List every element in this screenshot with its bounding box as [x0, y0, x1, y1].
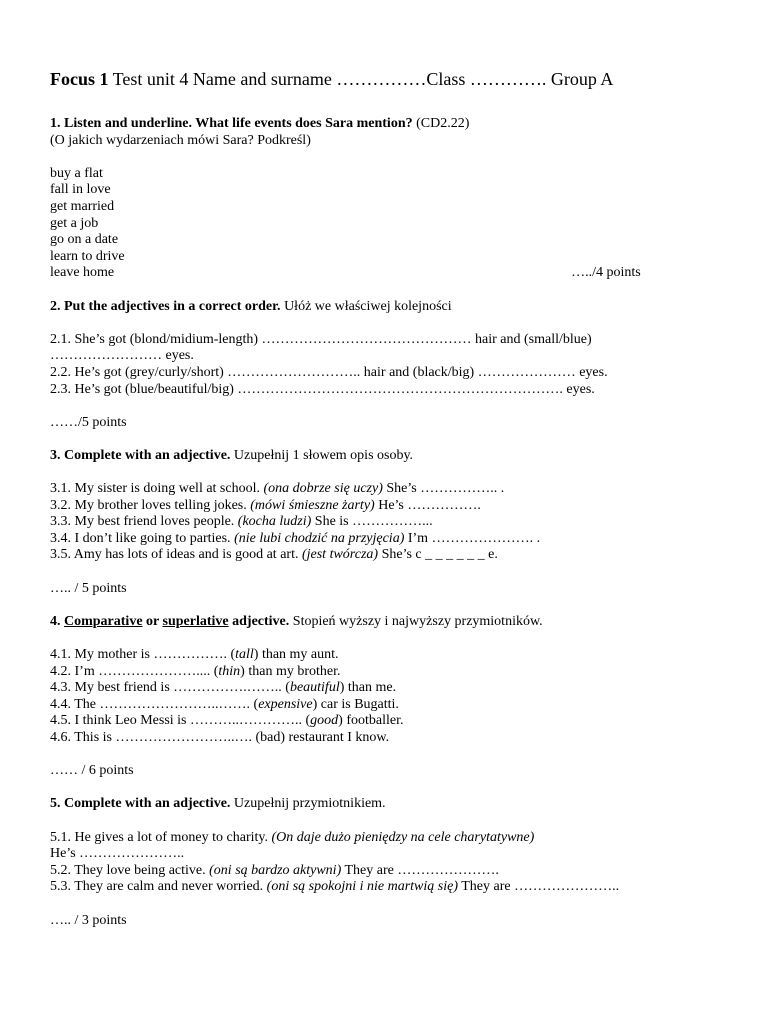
ex3-item: 3.2. My brother loves telling jokes. (mówi śmieszne żarty) He’s …………….: [50, 497, 481, 513]
ex4-item: 4.2. I’m ………………….... (thin) than my brother.: [50, 663, 341, 679]
ex2-points: ……/5 points: [50, 414, 127, 430]
ex1-title: 1. Listen and underline. What life events does Sara mention? (CD2.22): [50, 116, 470, 131]
ex4-item: 4.5. I think Leo Messi is ………..………….. (good) footballer.: [50, 713, 404, 729]
ex3-item: 3.1. My sister is doing well at school. (ona dobrze się uczy) She’s …………….. .: [50, 481, 505, 497]
ex3-item: 3.3. My best friend loves people. (kocha ludzi) She is ……………...: [50, 514, 433, 530]
ex4-item: 4.3. My best friend is …………….…….. (beautiful) than me.: [50, 680, 397, 696]
ex5-points: ….. / 3 points: [50, 912, 127, 928]
ex2-line: 2.2. He’s got (grey/curly/short) ……………………….. hair and (black/big) ………………… eyes.: [50, 364, 608, 380]
ex4-item: 4.6. This is ……………………..…. (bad) restaurant I know.: [50, 729, 390, 745]
ex5-item: 5.1. He gives a lot of money to charity. (On daje dużo pieniędzy na cele charytatywne): [50, 829, 535, 845]
ex1-item: leave home: [50, 265, 115, 281]
ex1-item: get married: [50, 198, 115, 214]
ex1-item: fall in love: [50, 182, 111, 198]
ex4-item: 4.4. The ……………………..……. (expensive) car is Bugatti.: [50, 696, 399, 712]
ex2-title: 2. Put the adjectives in a correct order. Ułóż we właściwej kolejności: [50, 298, 452, 314]
ex4-item: 4.1. My mother is ……………. (tall) than my aunt.: [50, 647, 339, 662]
title-rest: Test unit 4 Name and surname ……………Class …………. Group A: [108, 69, 614, 89]
ex1-item: buy a flat: [50, 165, 103, 181]
ex2-line: 2.3. He’s got (blue/beautiful/big) ……………………………………………………………. eyes.: [50, 381, 595, 397]
ex5-title: 5. Complete with an adjective. Uzupełnij przymiotnikiem.: [50, 796, 386, 812]
page-title: [50, 68, 730, 90]
test-page: [50, 68, 730, 929]
title-focus: Focus 1: [50, 69, 109, 89]
ex4-title: 4. Comparative or superlative adjective. Stopień wyższy i najwyższy przymiotników.: [50, 613, 543, 629]
ex5-item: 5.2. They love being active. (oni są bardzo aktywni) They are ………………….: [50, 862, 499, 878]
ex1-points: …../4 points: [571, 265, 641, 281]
ex3-item: 3.5. Amy has lots of ideas and is good at art. (jest twórcza) She’s c _ _ _ _ _ _ e.: [50, 547, 498, 563]
ex3-title: 3. Complete with an adjective. Uzupełnij 1 słowem opis osoby.: [50, 447, 414, 463]
ex1-item: get a job: [50, 215, 99, 231]
ex4-points: …… / 6 points: [50, 763, 134, 779]
ex2-line: …………………… eyes.: [50, 348, 194, 364]
ex1-last-row: [50, 265, 730, 282]
ex3-item: 3.4. I don’t like going to parties. (nie lubi chodzić na przyjęcia) I’m …………………. .: [50, 530, 541, 546]
ex3-points: ….. / 5 points: [50, 580, 127, 596]
ex1-item: learn to drive: [50, 248, 125, 264]
ex5-item: He’s …………………..: [50, 846, 185, 862]
ex1-item: go on a date: [50, 232, 119, 248]
ex2-line: 2.1. She’s got (blond/midium-length) ……………………………………… hair and (small/blue): [50, 331, 592, 347]
ex1-subtitle: (O jakich wydarzeniach mówi Sara? Podkreśl): [50, 132, 311, 148]
ex5-item: 5.3. They are calm and never worried. (oni są spokojni i nie martwią się) They are …………………..: [50, 879, 620, 895]
